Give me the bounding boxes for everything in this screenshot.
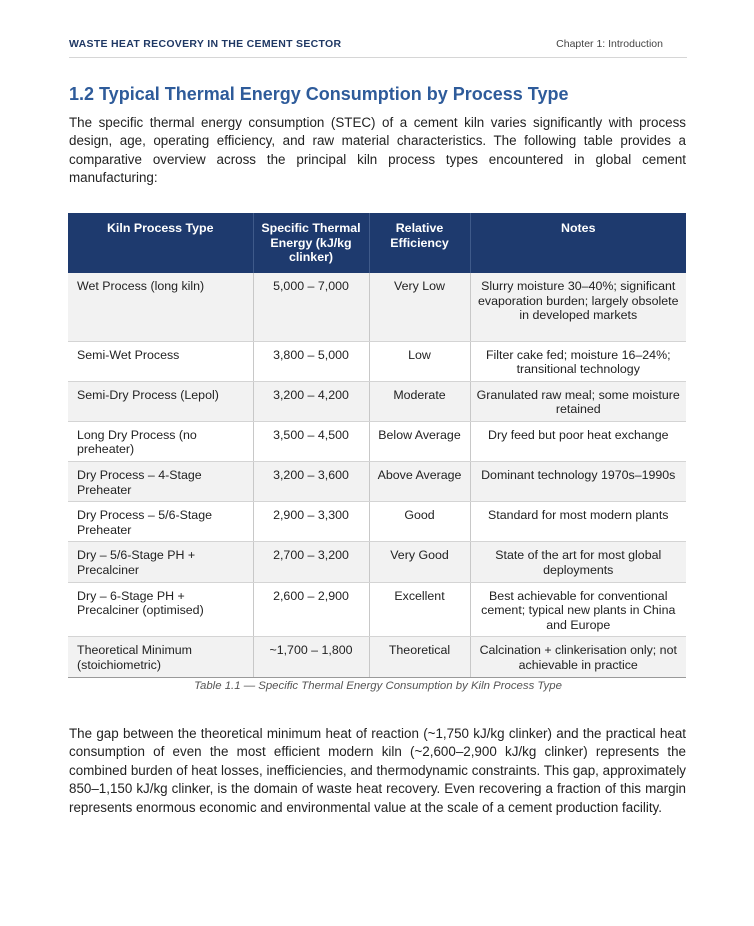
table-row (68, 421, 686, 461)
table-row (68, 502, 686, 542)
energy-cell: 2,900 – 3,300 (253, 502, 369, 542)
table-row (68, 542, 686, 582)
process-type-cell: Dry – 5/6-Stage PH + Precalciner (68, 542, 253, 582)
notes-cell: Dry feed but poor heat exchange (470, 421, 686, 461)
energy-cell: ~1,700 – 1,800 (253, 637, 369, 677)
efficiency-cell: Excellent (369, 582, 470, 637)
energy-consumption-table (68, 213, 686, 678)
table-row (68, 341, 686, 381)
column-header-process: Kiln Process Type (68, 213, 253, 273)
notes-cell: Calcination + clinkerisation only; not achievable in practice (470, 637, 686, 677)
energy-cell: 2,600 – 2,900 (253, 582, 369, 637)
column-header-energy: Specific Thermal Energy (kJ/kg clinker) (253, 213, 369, 273)
efficiency-cell: Moderate (369, 381, 470, 421)
efficiency-cell: Theoretical (369, 637, 470, 677)
energy-cell: 2,700 – 3,200 (253, 542, 369, 582)
column-header-efficiency: Relative Efficiency (369, 213, 470, 273)
column-header-notes: Notes (470, 213, 686, 273)
chapter-label: Chapter 1: Introduction (556, 38, 663, 50)
process-type-cell: Dry – 6-Stage PH + Precalciner (optimised) (68, 582, 253, 637)
table-header-row (68, 213, 686, 273)
notes-cell: Standard for most modern plants (470, 502, 686, 542)
process-type-cell: Theoretical Minimum (stoichiometric) (68, 637, 253, 677)
table-row (68, 462, 686, 502)
section-title: 1.2 Typical Thermal Energy Consumption by Process Type (69, 84, 569, 104)
energy-cell: 3,200 – 3,600 (253, 462, 369, 502)
notes-cell: Granulated raw meal; some moisture retained (470, 381, 686, 421)
process-type-cell: Wet Process (long kiln) (68, 273, 253, 341)
process-type-cell: Dry Process – 4-Stage Preheater (68, 462, 253, 502)
energy-cell: 3,500 – 4,500 (253, 421, 369, 461)
process-type-cell: Long Dry Process (no preheater) (68, 421, 253, 461)
table-row (68, 582, 686, 637)
efficiency-cell: Very Good (369, 542, 470, 582)
notes-cell: State of the art for most global deployments (470, 542, 686, 582)
efficiency-cell: Below Average (369, 421, 470, 461)
table-caption: Table 1.1 — Specific Thermal Energy Consumption by Kiln Process Type (194, 680, 562, 692)
table-row (68, 381, 686, 421)
closing-paragraph: The gap between the theoretical minimum heat of reaction (~1,750 kJ/kg clinker) and the practical heat consumption of even the most efficient modern kiln (~2,600–2,900 kJ/kg clinker) represents the combined burden of heat losses, inefficiencies, and thermodynamic constraints. This gap, approximately 850–1,150 kJ/kg clinker, is the domain of waste heat recovery. Even recovering a fraction of this margin represents enormous economic and environmental value at the scale of a cement production facility. (69, 726, 686, 815)
document-title: WASTE HEAT RECOVERY IN THE CEMENT SECTOR (69, 38, 342, 50)
table-row (68, 273, 686, 341)
process-type-cell: Semi-Dry Process (Lepol) (68, 381, 253, 421)
energy-cell: 5,000 – 7,000 (253, 273, 369, 341)
notes-cell: Best achievable for conventional cement; typical new plants in China and Europe (470, 582, 686, 637)
notes-cell: Dominant technology 1970s–1990s (470, 462, 686, 502)
efficiency-cell: Above Average (369, 462, 470, 502)
process-type-cell: Dry Process – 5/6-Stage Preheater (68, 502, 253, 542)
process-type-cell: Semi-Wet Process (68, 341, 253, 381)
intro-paragraph: The specific thermal energy consumption (STEC) of a cement kiln varies significantly with process design, age, operating efficiency, and raw material characteristics. The following table provides a comparative overview across the principal kiln process types encountered in global cement manufacturing: (69, 115, 686, 186)
running-header (69, 37, 687, 58)
efficiency-cell: Good (369, 502, 470, 542)
table-row (68, 637, 686, 677)
energy-cell: 3,200 – 4,200 (253, 381, 369, 421)
efficiency-cell: Very Low (369, 273, 470, 341)
notes-cell: Filter cake fed; moisture 16–24%; transitional technology (470, 341, 686, 381)
efficiency-cell: Low (369, 341, 470, 381)
notes-cell: Slurry moisture 30–40%; significant evaporation burden; largely obsolete in developed markets (470, 273, 686, 341)
energy-cell: 3,800 – 5,000 (253, 341, 369, 381)
